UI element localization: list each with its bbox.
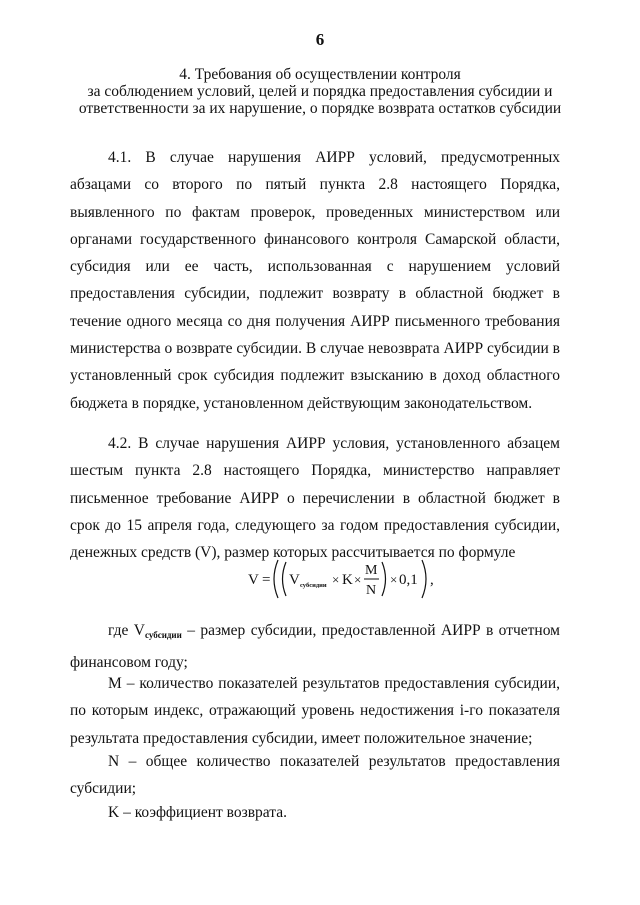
definition-k: K – коэффициент возврата. <box>108 804 287 821</box>
definition-v-subscript: субсидии <box>144 630 182 640</box>
formula-outer-open-paren <box>274 560 278 598</box>
heading-line-2: за соблюдением условий, целей и порядка предоставления субсидии и <box>87 83 553 100</box>
formula-v-sub: субсидии <box>300 582 327 589</box>
formula-times-2: × <box>354 572 362 587</box>
heading-line-1: 4. Требования об осуществлении контроля <box>179 66 461 83</box>
formula-n: N <box>366 583 377 598</box>
formula-factor: 0,1 <box>399 572 418 588</box>
page-number: 6 <box>315 30 325 49</box>
heading-line-3: ответственности за их нарушение, о порядке возврата остатков субсидии <box>78 100 562 117</box>
paragraph-4-1: 4.1. В случае нарушения АИРР условий, предусмотренных абзацами со второго по пятый пункта 2.8 настоящего Порядка, выявленного по фактам проверок, проведенных министерством или органами государственного финансового контроля Самарской области, субсидия или ее часть, использованная с нарушением условий предоставления субсидии, подлежит возврату в областной бюджет в течение одного месяца со дня получения АИРР письменного требования министерства о возврате субсидии. В случае невозврата АИРР субсидии в установленный срок субсидия подлежит взысканию в доход областного бюджета в порядке, установленном действующим законодательством. <box>70 149 560 412</box>
formula-m: M <box>365 563 378 578</box>
refund-formula <box>248 550 448 610</box>
definition-n: N – общее количество показателей результатов предоставления субсидии; <box>70 753 560 798</box>
definition-v-text: – размер субсидии, предоставленной АИРР в отчетном финансовом году; <box>70 622 560 672</box>
formula-comma: , <box>430 572 434 588</box>
definition-v-prefix: где V <box>108 622 145 639</box>
definition-m: М – количество показателей результатов предоставления субсидии, по которым индекс, отражающий уровень недостижения i-го показателя результата предоставления субсидии, имеет положительное значение; <box>70 675 560 747</box>
formula-outer-close-paren <box>422 560 426 598</box>
definition-v <box>70 617 560 677</box>
formula-times-3: × <box>390 572 398 587</box>
section-heading <box>60 66 580 117</box>
formula-lhs: V <box>248 572 259 588</box>
formula-inner-close-paren <box>382 562 386 596</box>
formula-equals: = <box>262 572 271 588</box>
formula-k: K <box>342 572 353 588</box>
formula-v-main: V <box>289 572 300 588</box>
formula-inner-open-paren <box>283 562 287 596</box>
paragraph-4-2: 4.2. В случае нарушения АИРР условия, установленного абзацем шестым пункта 2.8 настоящего Порядка, министерство направляет письменное требование АИРР о перечислении в областной бюджет в срок до 15 апреля года, следующего за годом предоставления субсидии, денежных средств (V), размер которых рассчитывается по формуле <box>70 435 560 562</box>
formula-times-1: × <box>332 572 340 587</box>
